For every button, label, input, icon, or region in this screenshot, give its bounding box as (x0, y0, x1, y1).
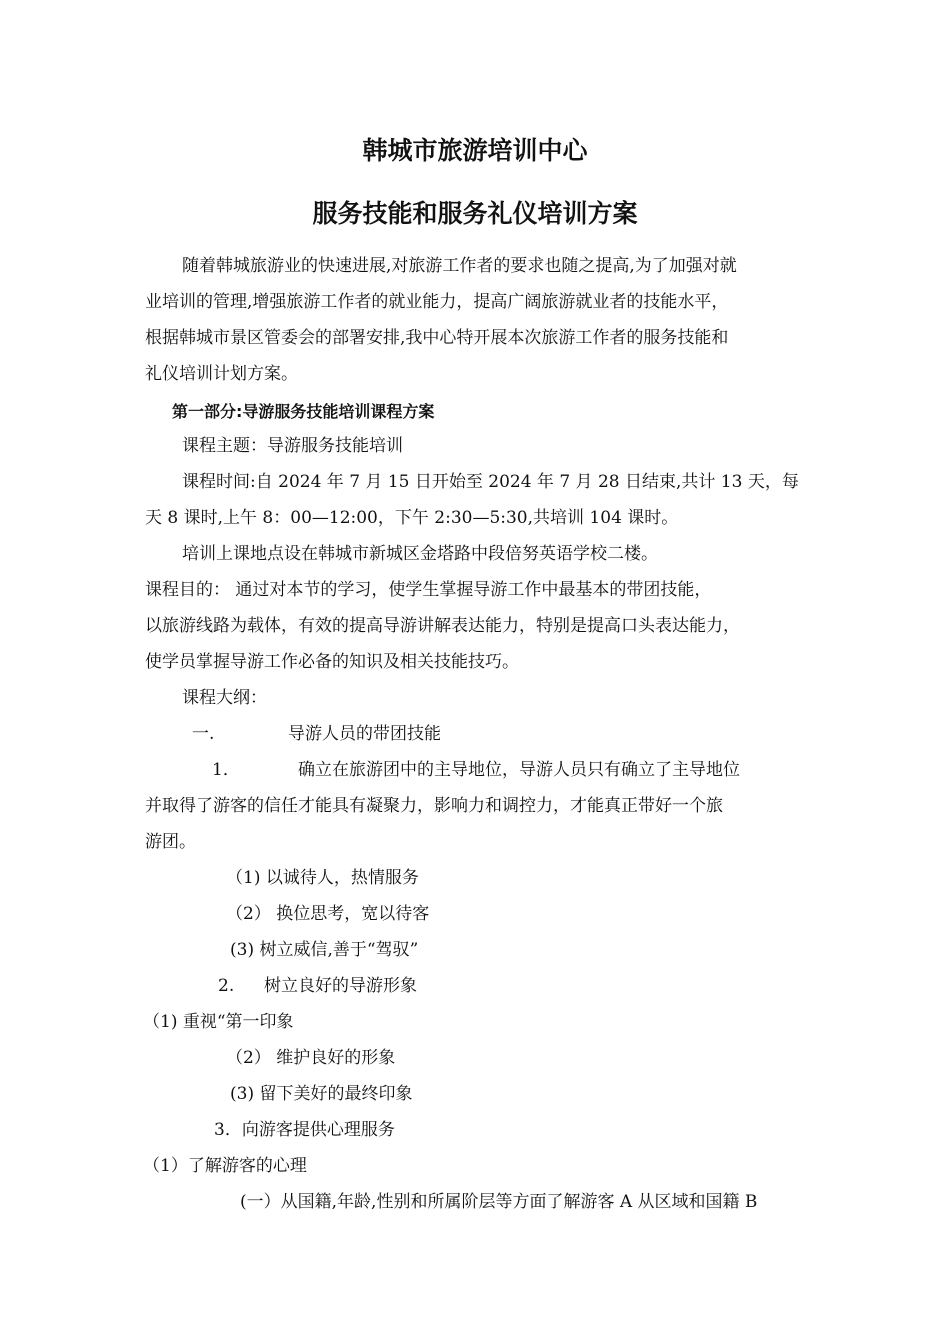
intro-line-2: 业培训的管理,增强旅游工作者的就业能力，提高广阔旅游就业者的技能水平， (145, 292, 729, 312)
intro-line-1: 随着韩城旅游业的快速进展,对旅游工作者的要求也随之提高,为了加强对就 (182, 256, 737, 276)
title-line-2: 服务技能和服务礼仪培训方案 (312, 199, 638, 228)
part1-heading: 第一部分:导游服务技能培训课程方案 (172, 402, 435, 421)
title-line-1: 韩城市旅游培训中心 (362, 136, 588, 165)
item-1-line-1: 确立在旅游团中的主导地位，导游人员只有确立了主导地位 (298, 760, 740, 780)
item-2-sub-2: （2） 维护良好的形象 (226, 1048, 396, 1068)
outline-label: 课程大纲： (182, 688, 267, 708)
item-2-title: 树立良好的导游形象 (264, 976, 417, 996)
item-1-number: 1． (212, 760, 240, 780)
course-time-line-1: 课程时间:自 2024 年 7 月 15 日开始至 2024 年 7 月 28 日结束,共计 13 天，每 (182, 472, 799, 492)
course-theme: 课程主题：导游服务技能培训 (182, 436, 403, 456)
section-1-number: 一. (192, 724, 215, 744)
intro-line-4: 礼仪培训计划方案。 (145, 364, 298, 384)
item-1-sub-1: （1) 以诚待人，热情服务 (226, 868, 419, 888)
intro-line-3: 根据韩城市景区管委会的部署安排,我中心特开展本次旅游工作者的服务技能和 (145, 328, 729, 348)
item-2-sub-3: (3) 留下美好的最终印象 (230, 1084, 413, 1104)
item-2-sub-1: （1) 重视“第一印象 (143, 1012, 294, 1032)
course-location: 培训上课地点设在韩城市新城区金塔路中段倍努英语学校二楼。 (182, 544, 658, 564)
section-1-title: 导游人员的带团技能 (288, 724, 441, 744)
course-goal-line-2: 以旅游线路为载体，有效的提高导游讲解表达能力，特别是提高口头表达能力， (145, 616, 740, 636)
item-1-line-3: 游团。 (145, 832, 196, 852)
item-3-sub-1: （1）了解游客的心理 (143, 1156, 307, 1176)
item-3-sub-1a: (一）从国籍,年龄,性别和所属阶层等方面了解游客 A 从区域和国籍 B (240, 1192, 758, 1212)
item-1-sub-3: (3) 树立威信,善于“驾驭” (230, 940, 419, 960)
item-1-sub-2: （2） 换位思考，宽以待客 (226, 904, 430, 924)
course-time-line-2: 天 8 课时,上午 8：00—12:00，下午 2:30—5:30,共培训 104 课时。 (145, 508, 679, 528)
item-1-line-2: 并取得了游客的信任才能具有凝聚力，影响力和调控力，才能真正带好一个旅 (145, 796, 723, 816)
course-goal-line-3: 使学员掌握导游工作必备的知识及相关技能技巧。 (145, 652, 519, 672)
item-2-number: 2. (218, 976, 235, 996)
course-goal-line-1: 课程目的： 通过对本节的学习，使学生掌握导游工作中最基本的带团技能， (145, 580, 712, 600)
item-3-title: 3．向游客提供心理服务 (214, 1120, 395, 1140)
